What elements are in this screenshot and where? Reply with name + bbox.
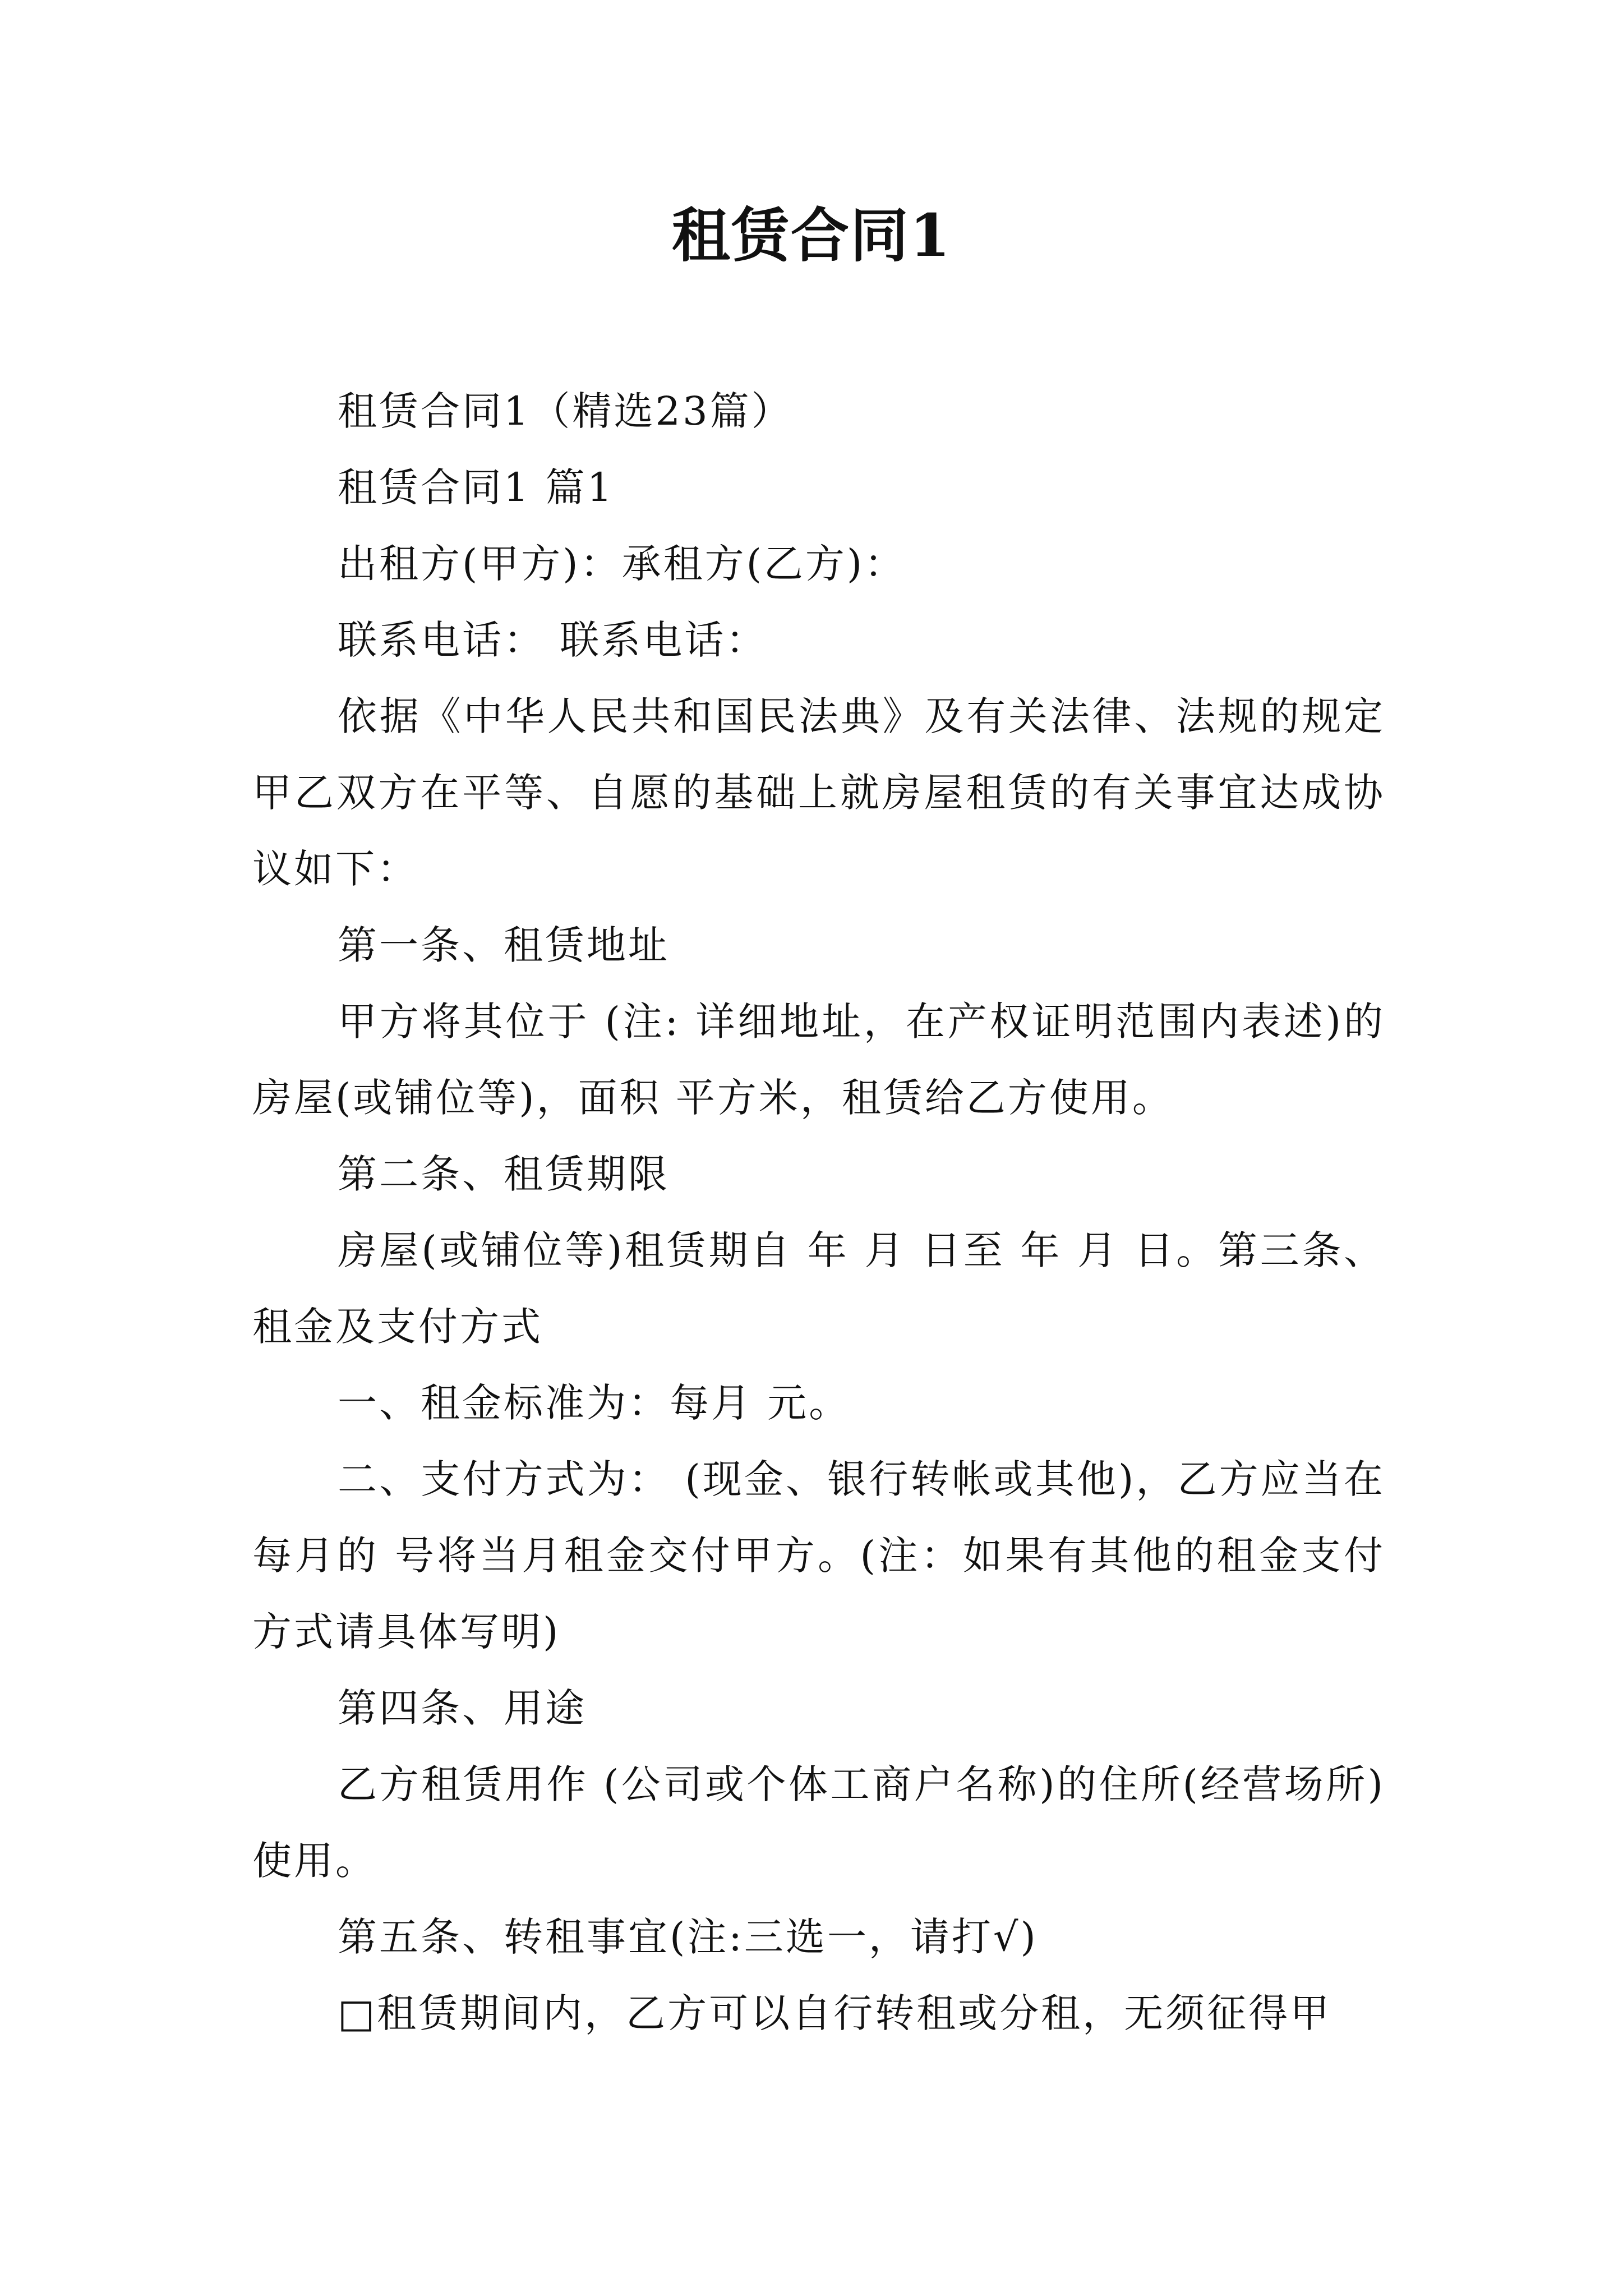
paragraph-subtitle: 租赁合同1（精选23篇） bbox=[338, 388, 793, 434]
document-title: 租赁合同1 bbox=[671, 201, 952, 270]
paragraph-payment-method: 二、支付方式为： (现金、银行转帐或其他)，乙方应当在每月的 号将当月租金交付甲方。(注：如果有其他的租金支付方式请具体写明) bbox=[252, 1456, 1385, 1655]
paragraph-section-heading: 租赁合同1 篇1 bbox=[338, 464, 615, 510]
paragraph-address: 甲方将其位于 (注: 详细地址，在产权证明范围内表述)的房屋(或铺位等)，面积 平方米，租赁给乙方使用。 bbox=[252, 999, 1385, 1121]
article-heading-2: 第二条、租赁期限 bbox=[338, 1151, 670, 1197]
paragraph-parties: 出租方(甲方)：承租方(乙方)： bbox=[338, 541, 906, 587]
document-body bbox=[252, 373, 1385, 2051]
paragraph-sublease-option: □租赁期间内，乙方可以自行转租或分租，无须征得甲 bbox=[338, 1990, 1332, 2036]
paragraph-term: 房屋(或铺位等)租赁期自 年 月 日至 年 月 日。第三条、租金及支付方式 bbox=[252, 1227, 1385, 1350]
paragraph-contact: 联系电话： 联系电话： bbox=[338, 617, 768, 663]
article-heading-5: 第五条、转租事宜(注:三选一，请打√) bbox=[338, 1914, 1038, 1960]
paragraph-usage: 乙方租赁用作 (公司或个体工商户名称)的住所(经营场所)使用。 bbox=[252, 1761, 1385, 1884]
article-heading-1: 第一条、租赁地址 bbox=[338, 922, 670, 968]
paragraph-rent-standard: 一、租金标准为：每月 元。 bbox=[338, 1380, 851, 1426]
paragraph-preamble: 依据《中华人民共和国民法典》及有关法律、法规的规定甲乙双方在平等、自愿的基础上就房屋租赁的有关事宜达成协议如下： bbox=[252, 693, 1385, 892]
article-heading-4: 第四条、用途 bbox=[338, 1685, 587, 1731]
